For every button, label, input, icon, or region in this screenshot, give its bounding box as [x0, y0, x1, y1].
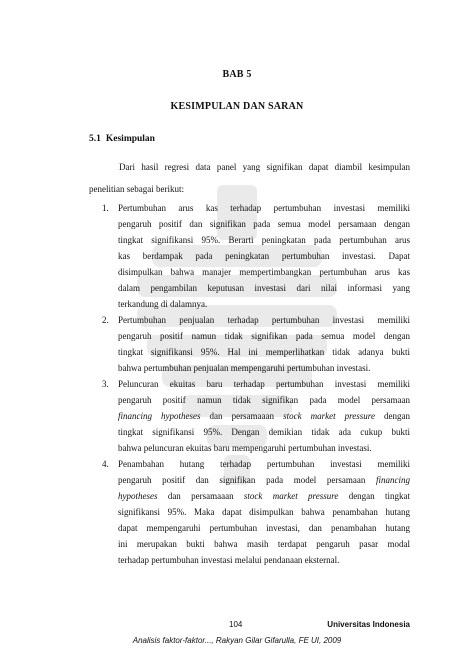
list-marker: 3.	[102, 379, 109, 389]
item-line	[118, 472, 410, 488]
chapter-heading: BAB 5	[222, 69, 252, 80]
item-line	[118, 408, 410, 424]
item-line: ini merupakan bukti bahwa masih terdapat pengaruh pasar modal	[118, 539, 410, 549]
item-text: dengan tingkat	[338, 491, 410, 501]
item-line: pengaruh positif dan signifikan pada semua model persamaan dengan	[118, 219, 410, 229]
item-line: Pertumbuhan arus kas terhadap pertumbuhan investasi memiliki	[118, 203, 410, 213]
intro-paragraph	[89, 156, 410, 200]
item-line: Penambahan hutang terhadap pertumbuhan investasi memiliki	[118, 459, 410, 469]
intro-line: Dari hasil regresi data panel yang signifikan dapat diambil kesimpulan	[119, 162, 410, 172]
italic-term: hypotheses	[118, 491, 158, 501]
list-marker: 2.	[102, 315, 109, 325]
item-text: dan persamaaan	[200, 411, 284, 421]
italic-term: stock market pressure	[283, 411, 375, 421]
list-marker: 1.	[102, 203, 109, 213]
italic-term: financing hypotheses	[118, 411, 201, 421]
item-line: terkandung di dalamnya.	[118, 299, 208, 309]
item-line: pengaruh positif namun tidak signifikan pada model persamaan	[118, 395, 410, 405]
page-number: 104	[229, 620, 243, 629]
section-title: Kesimpulan	[105, 134, 155, 144]
item-line: bahwa peluncuran ekuitas baru mempengaruhi pertumbuhan investasi.	[118, 443, 372, 453]
item-line: pengaruh positif namun tidak signifikan pada semua model dengan	[118, 331, 410, 341]
item-line: signifikansi 95%. Maka dapat disimpulkan bahwa penambahan hutang	[118, 507, 410, 517]
item-line: disimpulkan bahwa manajer mempertimbangkan pertumbuhan arus kas	[118, 267, 410, 277]
item-text: pengaruh positif dan signifikan pada model persamaan	[118, 475, 376, 485]
item-text: dengan	[374, 411, 410, 421]
list-marker: 4.	[102, 459, 109, 469]
item-line: tingkat signifikansi 95%. Dengan demikian tidak ada cukup bukti	[118, 427, 410, 437]
chapter-title: KESIMPULAN DAN SARAN	[170, 101, 304, 112]
intro-line: penelitian sebagai berikut:	[89, 184, 184, 194]
conclusion-item-2	[102, 312, 410, 376]
item-line: dapat mempengaruhi pertumbuhan investasi, dan penambahan hutang	[118, 523, 410, 533]
section-heading	[89, 134, 155, 144]
item-line: bahwa pertumbuhan penjualan mempengaruhi pertumbuhan investasi.	[118, 363, 371, 373]
section-number: 5.1	[89, 134, 101, 144]
conclusion-item-1	[102, 200, 410, 312]
italic-term: stock market pressure	[243, 491, 339, 501]
footer-reference: Analisis faktor-faktor..., Rakyan Gilar Gifarulla, FE UI, 2009	[132, 636, 342, 645]
italic-term: financing	[376, 475, 410, 485]
item-line: tingkat signifikansi 95%. Berarti peningkatan pada pertumbuhan arus	[118, 235, 410, 245]
item-line	[118, 488, 410, 504]
item-line: kas berdampak pada peningkatan pertumbuhan investasi. Dapat	[118, 251, 410, 261]
conclusion-list	[102, 200, 410, 568]
conclusion-item-4	[102, 456, 410, 568]
item-line: dalam pengambilan keputusan investasi dari nilai informasi yang	[118, 283, 410, 293]
conclusion-item-3	[102, 376, 410, 456]
item-line: Pertumbuhan penjualan terhadap pertumbuhan investasi memiliki	[118, 315, 410, 325]
item-line: tingkat signifikansi 95%. Hal ini memperlihatkan tidak adanya bukti	[118, 347, 410, 357]
item-line: Peluncuran ekuitas baru terhadap pertumbuhan investasi memiliki	[118, 379, 410, 389]
university-name: Universitas Indonesia	[327, 620, 410, 629]
item-text: dan persamaaan	[157, 491, 244, 501]
item-line: terhadap pertumbuhan investasi melalui pendanaan eksternal.	[118, 555, 340, 565]
